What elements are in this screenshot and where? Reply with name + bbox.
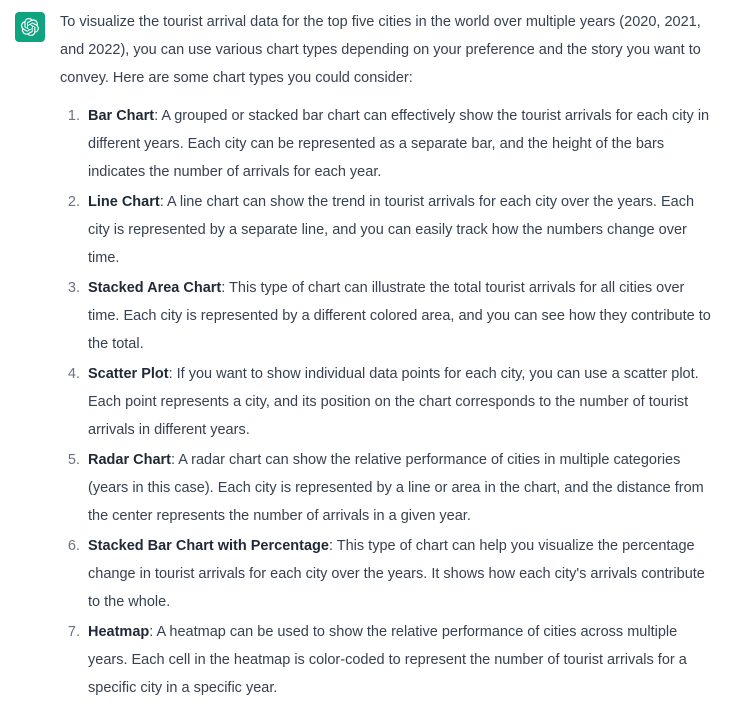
list-item-title: Stacked Bar Chart with Percentage [88,538,329,554]
list-item [60,618,718,702]
list-item [60,360,718,444]
list-item-body: : A radar chart can show the relative performance of cities in multiple categories (years in this case). Each city is represented by a line or area in the chart, and the distance from the center represents the number of arrivals in a given year. [88,452,704,524]
list-item [60,188,718,272]
list-item-body: : A grouped or stacked bar chart can effectively show the tourist arrivals for each city in different years. Each city can be represented as a separate bar, and the height of the bars indicates the number of arrivals for each year. [88,108,710,180]
intro-paragraph-group [60,8,718,92]
list-item-body: : A line chart can show the trend in tourist arrivals for each city over the years. Each city is represented by a separate line, and you can easily track how the numbers change over time. [88,194,695,266]
list-item-body: : This type of chart can illustrate the total tourist arrivals for all cities over time. Each city is represented by a different colored area, and you can see how they contribute to the total. [88,280,711,352]
chart-type-list [60,102,718,702]
list-item [60,446,718,530]
list-item-title: Scatter Plot [88,366,169,382]
list-item-body: : This type of chart can help you visualize the percentage change in tourist arrivals for each city over the years. It shows how each city's arrivals contribute to the whole. [88,538,705,610]
message-content [60,8,740,704]
assistant-avatar [15,12,45,42]
list-item-body: : A heatmap can be used to show the relative performance of cities across multiple years. Each cell in the heatmap is color-coded to represent the number of tourist arrivals for a specific city in a specific year. [88,624,687,696]
avatar-column [0,8,60,42]
list-item [60,102,718,186]
intro-paragraph: To visualize the tourist arrival data for the top five cities in the world over multiple years (2020, 2021, and 2022), you can use various chart types depending on your preference and the story you want to convey. Here are some chart types you could consider: [60,14,701,86]
list-item-title: Bar Chart [88,108,155,124]
list-item-title: Line Chart [88,194,160,210]
list-item-body: : If you want to show individual data points for each city, you can use a scatter plot. Each point represents a city, and its position on the chart corresponds to the number of tourist arrivals in different years. [88,366,699,438]
list-item [60,274,718,358]
list-item-title: Radar Chart [88,452,171,468]
list-item [60,532,718,616]
list-item-title: Heatmap [88,624,150,640]
list-item-title: Stacked Area Chart [88,280,222,296]
openai-logo-icon [20,17,40,37]
